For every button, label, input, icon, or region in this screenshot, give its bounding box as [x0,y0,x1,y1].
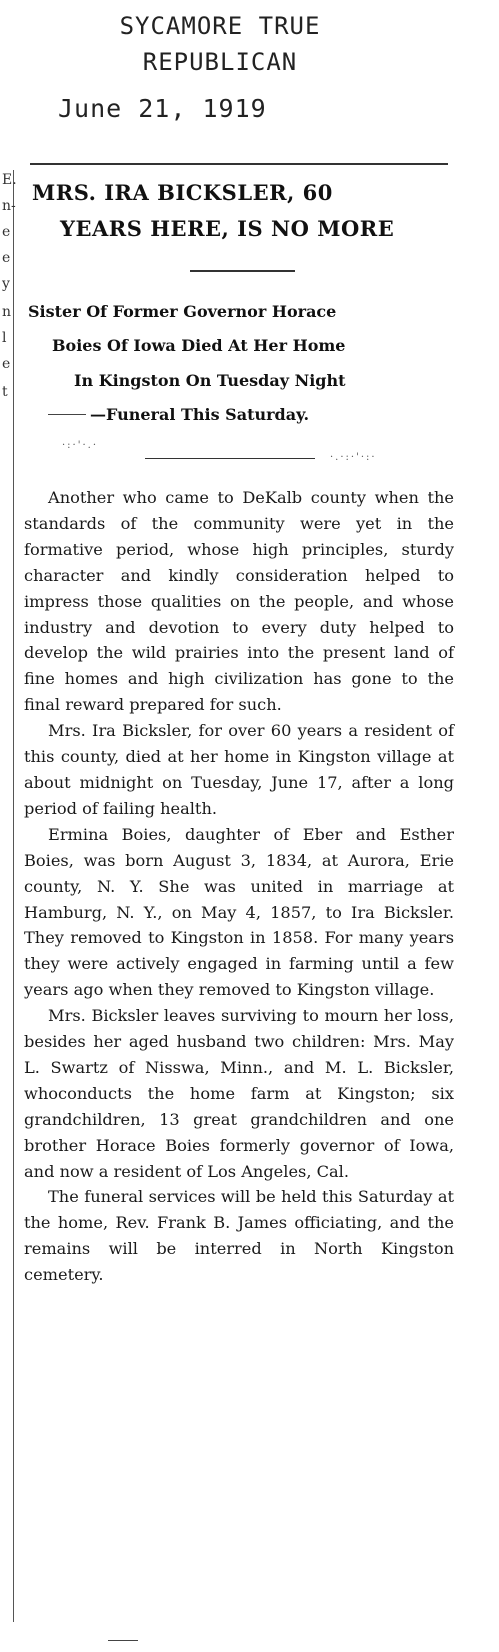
publication-date: June 21, 1919 [58,94,267,123]
publication-name-line2: REPUBLICAN [142,48,298,76]
article-body [24,485,454,1288]
deck-dash [48,414,86,415]
fragment: l [2,330,7,346]
print-speckle: ·:·'·.· [62,440,99,451]
fragment: n- [2,198,16,214]
fragment: e [2,250,11,266]
masthead [0,0,499,150]
article-paragraph: Another who came to DeKalb county when the standards of the community were yet in the formative period, whose high principles, sturdy character and kindly consideration helped to impress those qualities on the people, and whose industry and devotion to every duty helped to develop the wild prairies into the present land of fine homes and high civilization has gone to the final reward prepared for such. [24,488,454,715]
print-speckle: ·.·:·'·:· [330,452,377,463]
article-paragraph: The funeral services will be held this Saturday at the home, Rev. Frank B. James officiating, and the remains will be interred in North Kingston cemetery. [24,1187,454,1285]
fragment: e [2,224,11,240]
deck-line4: —Funeral This Saturday. [90,405,310,424]
left-column-fragments [0,170,17,520]
deck-line3: In Kingston On Tuesday Night [74,371,346,390]
deck-line2: Boies Of Iowa Died At Her Home [52,336,346,355]
fragment: e [2,356,11,372]
section-divider [145,458,315,459]
headline-line1: MRS. IRA BICKSLER, 60 [32,180,333,205]
publication-name-line1: SYCAMORE TRUE [119,12,321,40]
headline-line2: YEARS HERE, IS NO MORE [60,216,395,241]
article-paragraph: Mrs. Bicksler leaves surviving to mourn her loss, besides her aged husband two children: Mrs. May L. Swartz of Nisswa, Minn., and M. L. Bicksler, whoconducts the home farm at Kingston; six grandchildren, 13 great grandchildren and one brother Horace Boies formerly governor of Iowa, and now a resident of Los Angeles, Cal. [24,1006,454,1181]
headline-divider [190,270,295,272]
fragment: E. [2,172,17,188]
fragment: n [2,304,12,320]
top-rule [30,163,448,165]
fragment: y [2,276,10,292]
deck-line1: Sister Of Former Governor Horace [28,302,337,321]
article-paragraph: Ermina Boies, daughter of Eber and Esther Boies, was born August 3, 1834, at Aurora, Erie county, N. Y. She was united in marriage at Hamburg, N. Y., on May 4, 1857, to Ira Bicksler. They removed to Kingston in 1858. For many years they were actively engaged in farming until a few years ago when they removed to Kingston village. [24,824,454,1000]
article-paragraph: Mrs. Ira Bicksler, for over 60 years a resident of this county, died at her home in Kingston village at about midnight on Tuesday, June 17, after a long period of failing health. [24,721,454,818]
fragment: t [2,384,8,400]
end-rule [108,1640,138,1641]
